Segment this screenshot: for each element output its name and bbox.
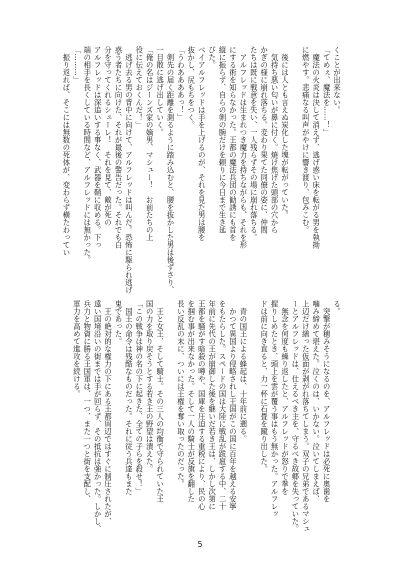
text-line: 端の相手を長くしている時間など、アルフレッドには無かった。 — [83, 46, 93, 264]
text-line: 気持ち悪い匂いが鼻に付く。焼け焦げた頭部の穴から — [270, 46, 280, 234]
text-line — [248, 300, 258, 528]
text-line: 鬼であった。 — [114, 300, 124, 345]
text-line: 青の国王による蜂起は、十年前に遡る。 — [239, 300, 249, 443]
text-line: 長い反乱の末に、ついには王権を奪い取ったのだった。 — [176, 300, 186, 488]
text-line: 無念を何度も繰り返したと、アルフレッドが怒りで拳を — [280, 300, 290, 495]
text-line: を掴む事が出来なかった。そして一人の騎士が反旗を翻した — [187, 300, 197, 503]
text-line: をもたらした。スペードの国は大陸に戦乱が跋扈する中、二十 — [218, 300, 228, 510]
text-line: 年前に先代の王が崩御した後を継いだ若き王は、しかし次第に — [208, 300, 218, 510]
text-line: 遠い国境沿いの街までは手が回らず、その抵抗は強かった。しかし、 — [93, 300, 103, 533]
text-line: 国王の命令は残酷なものだった。それに従う兵達もまた — [124, 300, 134, 495]
text-line: 「てめぇ、魔法を……！」 — [322, 46, 332, 136]
lower-text-block — [52, 300, 342, 533]
upper-text-block — [46, 46, 342, 294]
text-line: 「この戦争は神の名の下に起きた、全ての子らを殺せ！」 — [135, 300, 145, 495]
text-line: 剣先の届く距離を測るように踏み込むと、腰を抜かした男は後ずさり、 — [166, 46, 176, 294]
text-line: 縦に振らず、自らの剣の腕だけを頼りに今日まで生き延 — [218, 46, 228, 234]
text-line: ーとアルフレッドは、仕えるべき主を、守るべき故郷を失っていた。 — [291, 300, 301, 533]
text-line: に燃やす。悲痛なる叫声がやけに響き渡り、包みこむ。 — [301, 46, 311, 234]
text-line: 兵力と物資に勝る王国軍は、一つ、また一つと街を支配し、 — [83, 300, 93, 503]
text-line: る。 — [333, 300, 342, 315]
text-line: かつて異国より侵略されし王国がこの国に百年を越える安寧 — [228, 300, 238, 510]
text-line — [165, 300, 175, 528]
text-line: 一目散に逃げ出していく。 — [156, 46, 166, 136]
text-line: たちは既に戦意を失い、一人残らずその場に崩れ落ちる。 — [249, 46, 259, 241]
text-line: 王の絶対的な権力の下にある王都周辺ではすぐに制圧されたが、 — [104, 300, 114, 525]
page-number: 5 — [197, 540, 203, 549]
text-line: 握りしめたとき、頭上を雲が覆う事はもう無かった。アルフレッ — [270, 300, 280, 518]
text-line: にする術を知らなかった。王都の魔法兵団の勧誘にも首を — [228, 46, 238, 241]
text-line: 「うわああああっ！」 — [176, 46, 186, 121]
text-line: くことが出来ない。 — [333, 46, 342, 114]
text-line: 上辺だけ繕った仮面が剥がれ落ちてしまう。双子の兄弟であるマシュ — [301, 300, 311, 533]
text-line: 抜かし、尻もちをつく。 — [187, 46, 197, 129]
text-line: 振り返れば、そこには無数の死体が、変わらず横たわってい — [62, 46, 72, 256]
text-line: 役に伝えておくんだ！」 — [135, 46, 145, 129]
text-line: 噛み締めて堪えた。泣くのは、いかない。泣いてしまえば、 — [312, 300, 322, 503]
text-line: かぎの様に崩れ落ちる。変わり果てた同僚の姿に、仲間 — [260, 46, 270, 234]
text-line: 「………」 — [72, 46, 82, 84]
text-line: びた。 — [208, 46, 218, 69]
text-line: 分を守ってくれるシューレ！ それを見て、敵が死の — [104, 46, 114, 226]
text-line: 王と女王、そして騎士。その三人の均衡で守られていた王 — [156, 300, 166, 503]
text-line: 国の力を取り戻そうとする若き王の野望は潰えた。 — [145, 300, 155, 473]
text-line: 惑う者たちに向けた、それが最後の警告だった。それでも白 — [114, 46, 124, 249]
text-line: 魔法の火炎は決して消えず、逃げ惑い床を転がる男を執拗 — [312, 46, 322, 249]
text-line: ベイアルフレッドは手を上げるのが、それを見た男は腰を — [197, 46, 207, 241]
text-line: 後には人とも言えぬ炭化した塊が転がっていた。 — [280, 46, 290, 219]
text-line: 逃げ去る男の背中に向けて、アルフレッドは叫んだ。恐怖に駆られ逃げ — [124, 46, 134, 294]
text-line: アルフレッドは深追いする事なく、武器を鞘に収める。下っ — [93, 46, 103, 249]
text-line — [290, 46, 300, 274]
text-line: 王都を騒がす暗殺の噂や、国庫を圧迫する重税により、民の心 — [197, 300, 207, 510]
text-line: ドは前に向き直ると、力一杯に石畳を蹴り出した。 — [260, 300, 270, 473]
text-line: 軍力を高めて進攻を続ける。 — [72, 300, 82, 398]
text-line: 「俺の名はジーンズ家の嫡男、マシュー！ お前たちの上 — [145, 46, 155, 241]
text-line: アルフレッドは生まれつき魔力を持ちながらも、それを形 — [239, 46, 249, 249]
text-line: 突撃が穂みそうになるのを、アルフレッドは必死に奥歯を — [322, 300, 332, 503]
